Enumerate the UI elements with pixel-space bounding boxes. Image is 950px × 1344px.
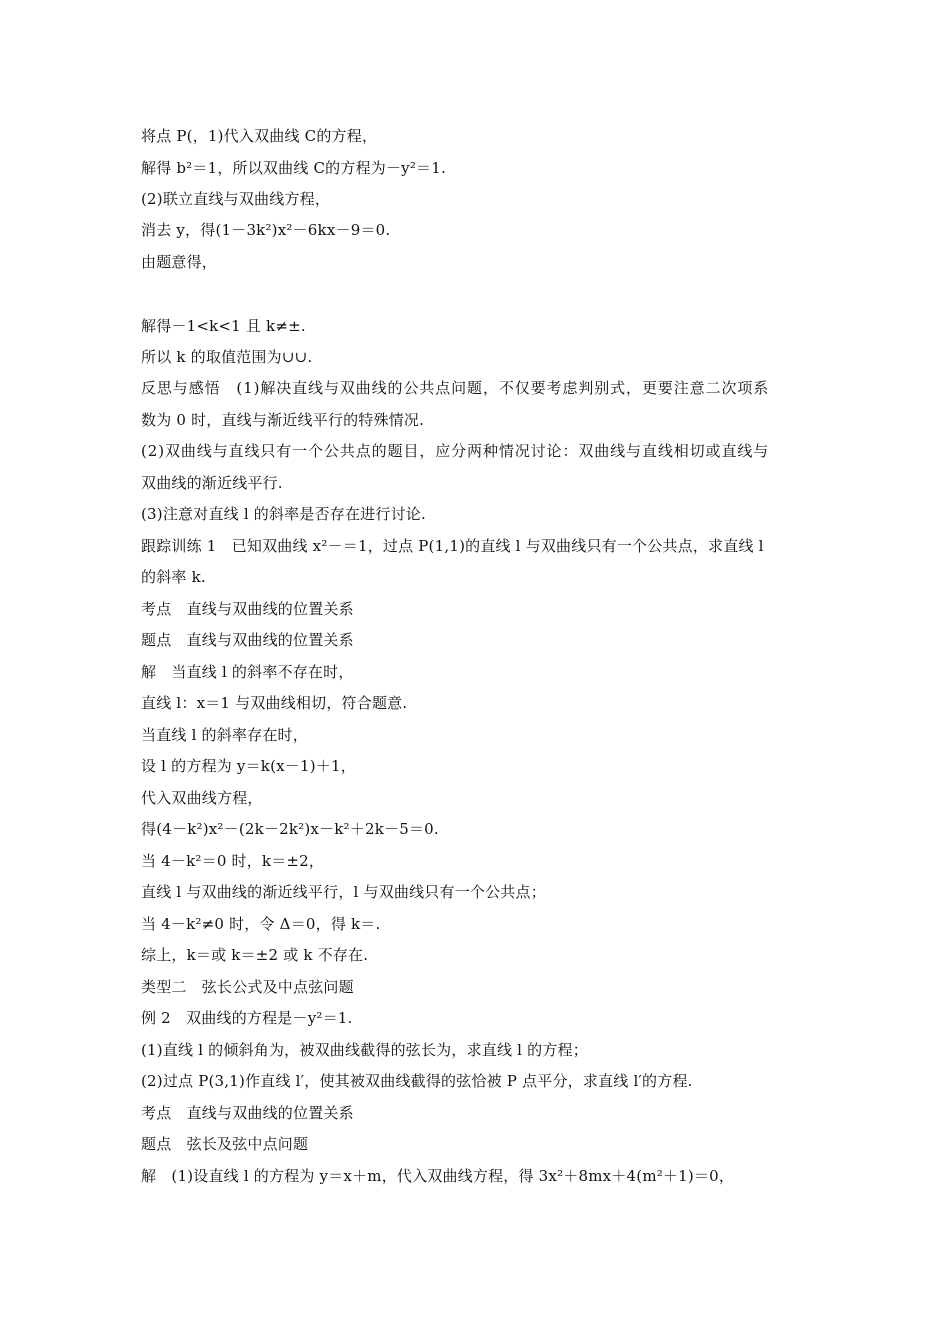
text-line: 反思与感悟 (1)解决直线与双曲线的公共点问题，不仅要考虑判别式，更要注意二次项系 xyxy=(141,379,770,397)
text-line: 解得 b²＝1，所以双曲线 C的方程为－y²＝1. xyxy=(141,159,446,177)
text-line: 设 l 的方程为 y＝k(x－1)＋1， xyxy=(141,757,356,775)
text-line: 所以 k 的取值范围为∪∪. xyxy=(141,348,313,366)
text-line: (1)直线 l 的倾斜角为，被双曲线截得的弦长为，求直线 l 的方程； xyxy=(141,1041,588,1059)
text-line: (2)联立直线与双曲线方程， xyxy=(141,190,331,208)
text-line: 双曲线的渐近线平行. xyxy=(141,474,283,492)
text-line: 数为 0 时，直线与渐近线平行的特殊情况. xyxy=(141,411,425,429)
text-line: 解 当直线 l 的斜率不存在时， xyxy=(141,663,354,681)
text-line: 解 (1)设直线 l 的方程为 y＝x＋m，代入双曲线方程，得 3x²＋8mx＋4(m²＋1)＝0， xyxy=(141,1167,735,1185)
text-line: 考点 直线与双曲线的位置关系 xyxy=(141,600,354,618)
text-line: 消去 y，得(1－3k²)x²－6kx－9＝0. xyxy=(141,221,391,239)
text-line: (2)过点 P(3,1)作直线 l′，使其被双曲线截得的弦恰被 P 点平分，求直线 l′的方程. xyxy=(141,1072,693,1090)
text-line: 当直线 l 的斜率存在时， xyxy=(141,726,308,744)
text-line: 代入双曲线方程， xyxy=(141,789,263,807)
text-line: 跟踪训练 1 已知双曲线 x²－＝1，过点 P(1,1)的直线 l 与双曲线只有一个公共点，求直线 l xyxy=(141,537,764,555)
text-line: (3)注意对直线 l 的斜率是否存在进行讨论. xyxy=(141,505,426,523)
text-line: 将点 P(，1)代入双曲线 C的方程， xyxy=(141,127,378,145)
text-line: 的斜率 k. xyxy=(141,568,206,586)
text-line: 当 4－k²≠0 时，令 Δ＝0，得 k＝. xyxy=(141,915,381,933)
text-line: 综上，k＝或 k＝±2 或 k 不存在. xyxy=(141,946,369,964)
text-line: 当 4－k²＝0 时，k＝±2， xyxy=(141,852,325,870)
text-line: 题点 弦长及弦中点问题 xyxy=(141,1135,309,1153)
text-line: (2)双曲线与直线只有一个公共点的题目，应分两种情况讨论：双曲线与直线相切或直线与 xyxy=(141,442,770,460)
text-line: 题点 直线与双曲线的位置关系 xyxy=(141,631,354,649)
text-line: 解得－1<k<1 且 k≠±. xyxy=(141,317,306,335)
text-line: 由题意得， xyxy=(141,253,218,271)
text-line: 考点 直线与双曲线的位置关系 xyxy=(141,1104,354,1122)
text-line: 例 2 双曲线的方程是－y²＝1. xyxy=(141,1009,353,1027)
text-line: 类型二 弦长公式及中点弦问题 xyxy=(141,978,354,996)
text-line: 直线 l 与双曲线的渐近线平行，l 与双曲线只有一个公共点； xyxy=(141,883,546,901)
text-line: 得(4－k²)x²－(2k－2k²)x－k²＋2k－5＝0. xyxy=(141,820,439,838)
text-line: 直线 l：x＝1 与双曲线相切，符合题意. xyxy=(141,694,408,712)
